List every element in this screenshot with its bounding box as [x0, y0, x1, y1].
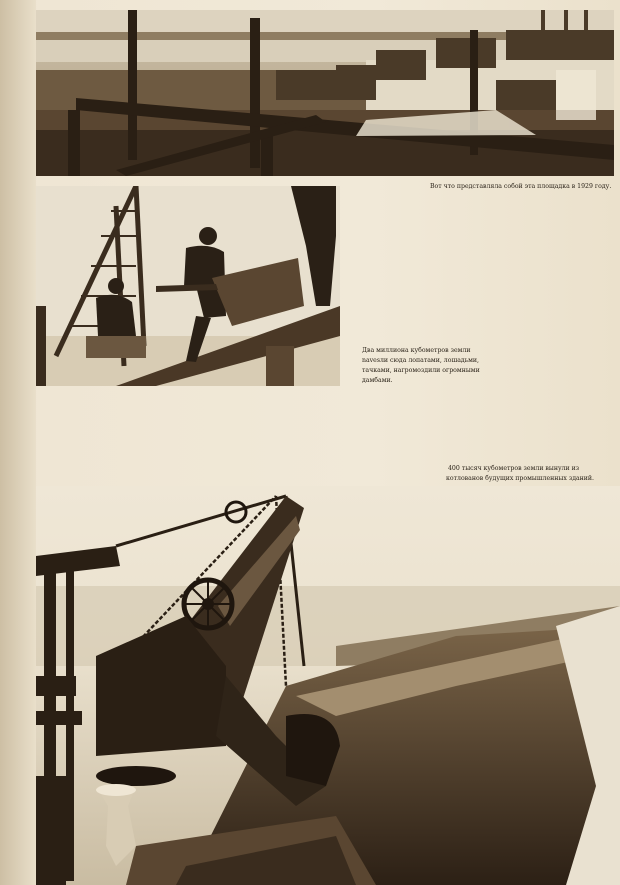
- photo-excavator-foundation-pit: [36, 486, 620, 885]
- caption-earth-line-1: Два миллиона кубометров земли: [362, 347, 471, 354]
- caption-earth-dug: [446, 464, 596, 484]
- photo-workers-carrying-earth: [36, 186, 340, 386]
- page-gutter: [0, 0, 36, 885]
- caption-dug-line-1: 400 тысяч кубометров земли вынули из: [448, 465, 580, 472]
- caption-earth-line-4: дамбами.: [362, 377, 393, 384]
- caption-dug-line-2: котлованов будущих промышленных зданий.: [446, 475, 595, 482]
- caption-1929: Вот что представляла собой эта площадка в 1929 году.: [430, 183, 612, 190]
- caption-earth-line-3: тачками, нагромоздили огромными: [362, 367, 480, 374]
- caption-earth-moved: [362, 346, 492, 386]
- photo-flooded-site-1929: [36, 10, 614, 176]
- caption-earth-line-2: navesли сюда лопатами, лошадьми,: [362, 357, 479, 364]
